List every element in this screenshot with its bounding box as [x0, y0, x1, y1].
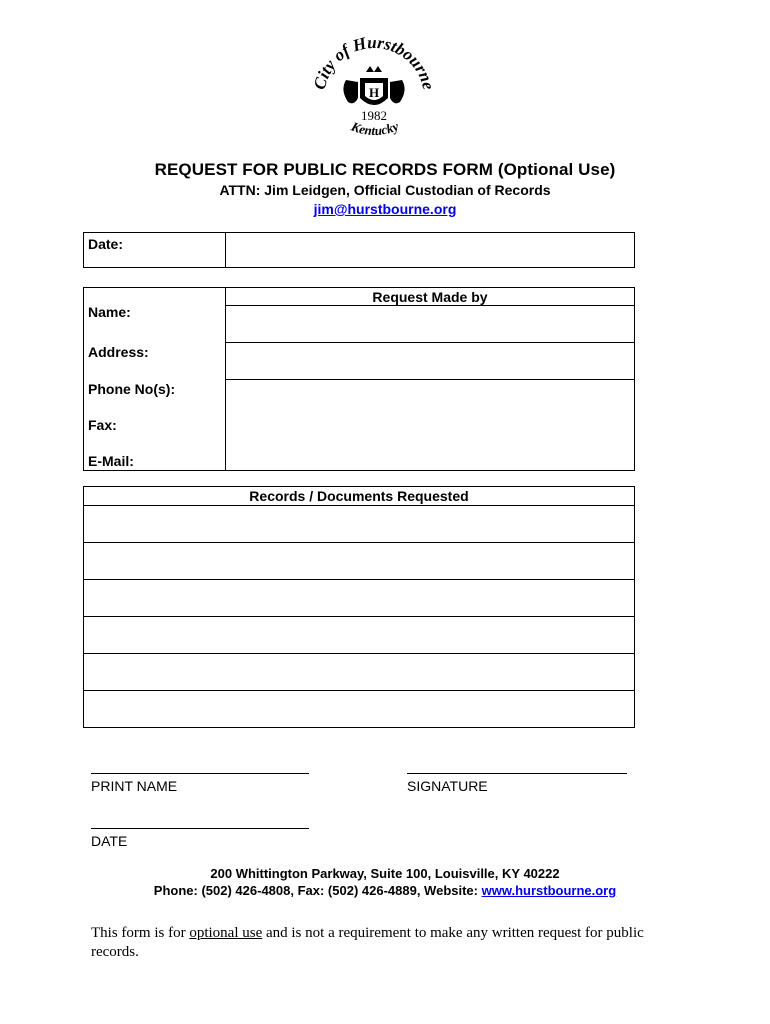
- records-row[interactable]: [84, 617, 635, 654]
- optional-use-underlined: optional use: [189, 925, 263, 941]
- print-name-label: PRINT NAME: [91, 778, 178, 794]
- date-label: Date:: [84, 233, 226, 268]
- print-name-line[interactable]: [91, 773, 309, 774]
- city-seal-logo: [310, 28, 438, 148]
- optional-use-note: This form is for optional use and is not a requirement to make any written request for public records.: [91, 925, 644, 960]
- request-made-by-table: [83, 287, 635, 471]
- signature-line[interactable]: [407, 773, 627, 774]
- records-row[interactable]: [84, 506, 635, 543]
- date-field[interactable]: [226, 233, 635, 268]
- signature-label: SIGNATURE: [407, 778, 488, 794]
- records-row[interactable]: [84, 580, 635, 617]
- records-header: Records / Documents Requested: [84, 487, 635, 506]
- records-requested-table: [83, 486, 635, 728]
- seal-bottom-text: Kentucky: [349, 118, 401, 139]
- date-table: [83, 232, 635, 268]
- contact-field[interactable]: [226, 380, 635, 471]
- phone-label: Phone No(s):: [88, 380, 176, 397]
- form-title: REQUEST FOR PUBLIC RECORDS FORM (Optional Use): [154, 160, 616, 179]
- seal-year: 1982: [361, 108, 387, 123]
- address-label: Address:: [84, 343, 226, 380]
- date-signature-label: DATE: [91, 833, 128, 849]
- contact-labels: [84, 380, 226, 471]
- office-address: 200 Whittington Parkway, Suite 100, Louisville, KY 40222: [210, 866, 560, 881]
- attn-line: ATTN: Jim Leidgen, Official Custodian of Records: [219, 182, 551, 198]
- crest-icon: [343, 66, 404, 105]
- request-made-by-header: Request Made by: [226, 288, 635, 306]
- website-link[interactable]: www.hurstbourne.org: [481, 883, 617, 898]
- seal-top-text: City of Hurstbourne: [310, 32, 438, 92]
- name-field[interactable]: [226, 306, 635, 343]
- email-label: E-Mail:: [88, 452, 134, 469]
- email-link-wrap: [0, 201, 770, 217]
- fax-label: Fax:: [88, 416, 117, 433]
- phone-fax-text: Phone: (502) 426-4808, Fax: (502) 426-4889, Website:: [153, 883, 482, 898]
- address-field[interactable]: [226, 343, 635, 380]
- custodian-email-link[interactable]: jim@hurstbourne.org: [313, 201, 457, 217]
- date-line[interactable]: [91, 828, 309, 829]
- contact-line: [0, 883, 770, 898]
- records-row[interactable]: [84, 543, 635, 580]
- name-label: Name:: [84, 306, 226, 343]
- records-row[interactable]: [84, 691, 635, 728]
- records-row[interactable]: [84, 654, 635, 691]
- svg-text:H: H: [368, 85, 380, 100]
